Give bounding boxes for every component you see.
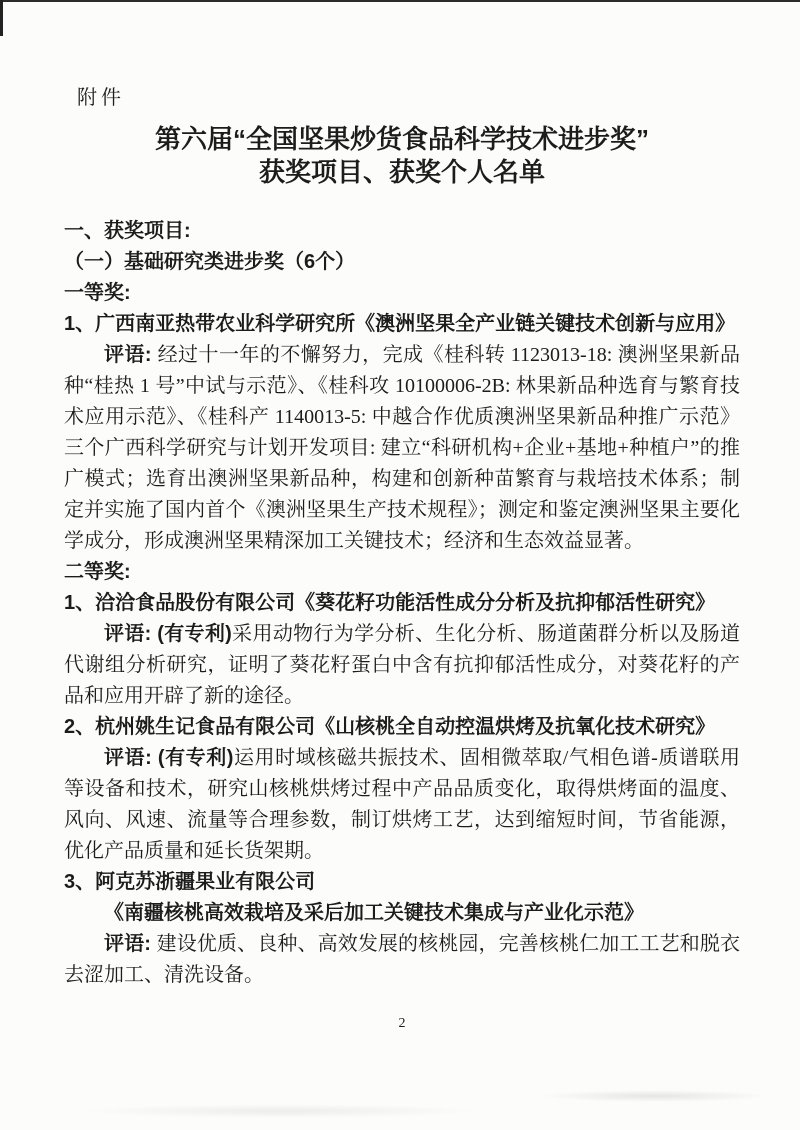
comment-text: 采用动物行为学分析、生化分析、肠道菌群分析以及肠道代谢组分析研究，证明了葵花籽蛋白中含有抗抑郁活性成分，对葵花籽的产品和应用开辟了新的途径。 — [64, 623, 741, 707]
comment-text: 运用时域核磁共振技术、固相微萃取/气相色谱-质谱联用等设备和技术，研究山核桃烘烤过程中产品品质变化，取得烘烤面的温度、风向、风速、流量等合理参数，制订烘烤工艺，达到缩短时间，节省能源，优化产品质量和延长货架期。 — [64, 747, 740, 862]
document-body — [64, 216, 740, 991]
first-prize-heading: 一等奖: — [64, 282, 131, 304]
title-line-1: 第六届“全国坚果炒货食品科学技术进步奖” — [154, 124, 649, 154]
comment-paragraph — [64, 340, 740, 557]
scan-artifact-top-edge — [0, 0, 800, 2]
patent-label: (有专利) — [157, 747, 234, 769]
comment-label: 评语: — [104, 344, 158, 366]
comment-paragraph — [64, 929, 740, 991]
comment-label: 评语: — [104, 747, 158, 769]
patent-label: (有专利) — [157, 623, 232, 645]
category-heading-basic-research: （一）基础研究类进步奖（6个） — [64, 251, 356, 273]
title-line-2: 获奖项目、获奖个人名单 — [258, 157, 545, 187]
comment-text: 建设优质、良种、高效发展的核桃园，完善核桃仁加工工艺和脱衣去涩加工、清洗设备。 — [64, 933, 741, 986]
scan-artifact-smudge — [80, 1104, 480, 1118]
scan-artifact-left-edge — [0, 0, 3, 36]
award-entry-second-prize-3: 3、阿克苏浙疆果业有限公司 — [64, 871, 316, 893]
award-entry-second-prize-3-project: 《南疆核桃高效栽培及采后加工关键技术集成与产业化示范》 — [104, 902, 644, 924]
comment-text: 经过十一年的不懈努力，完成《桂科转 1123013-18: 澳洲坚果新品种“桂热 1 号”中试与示范》、《桂科攻 10100006-2B: 林果新品种选育与繁育技术应用示范》、《桂科产 1140013-5: 中越合作优质澳洲坚果新品种推广示范》三个广西科学研究与计划开发项目: 建立“科研机构+企业+基地+种植户”的推广模式；选育出澳洲坚果新品种，构建和创新种苗繁育与栽培技术体系；制定并实施了国内首个《澳洲坚果生产技术规程》；测定和鉴定澳洲坚果主要化学成分，形成澳洲坚果精深加工关键技术；经济和生态效益显著。 — [64, 344, 740, 552]
scan-artifact-smudge — [540, 1090, 770, 1102]
page-number: 2 — [398, 1016, 406, 1031]
document-title — [64, 123, 740, 189]
comment-label: 评语: — [104, 623, 158, 645]
comment-paragraph — [64, 619, 740, 712]
award-entry-second-prize-1: 1、洽洽食品股份有限公司《葵花籽功能活性成分分析及抗抑郁活性研究》 — [64, 592, 716, 614]
second-prize-heading: 二等奖: — [64, 561, 131, 583]
attachment-label: 附件 — [77, 87, 125, 109]
comment-label: 评语: — [104, 933, 157, 955]
award-entry-first-prize-1: 1、广西南亚热带农业科学研究所《澳洲坚果全产业链关键技术创新与应用》 — [64, 313, 736, 335]
award-entry-second-prize-2: 2、杭州姚生记食品有限公司《山核桃全自动控温烘烤及抗氧化技术研究》 — [64, 716, 716, 738]
comment-paragraph — [64, 743, 740, 867]
section-heading-award-projects: 一、获奖项目: — [64, 220, 191, 242]
